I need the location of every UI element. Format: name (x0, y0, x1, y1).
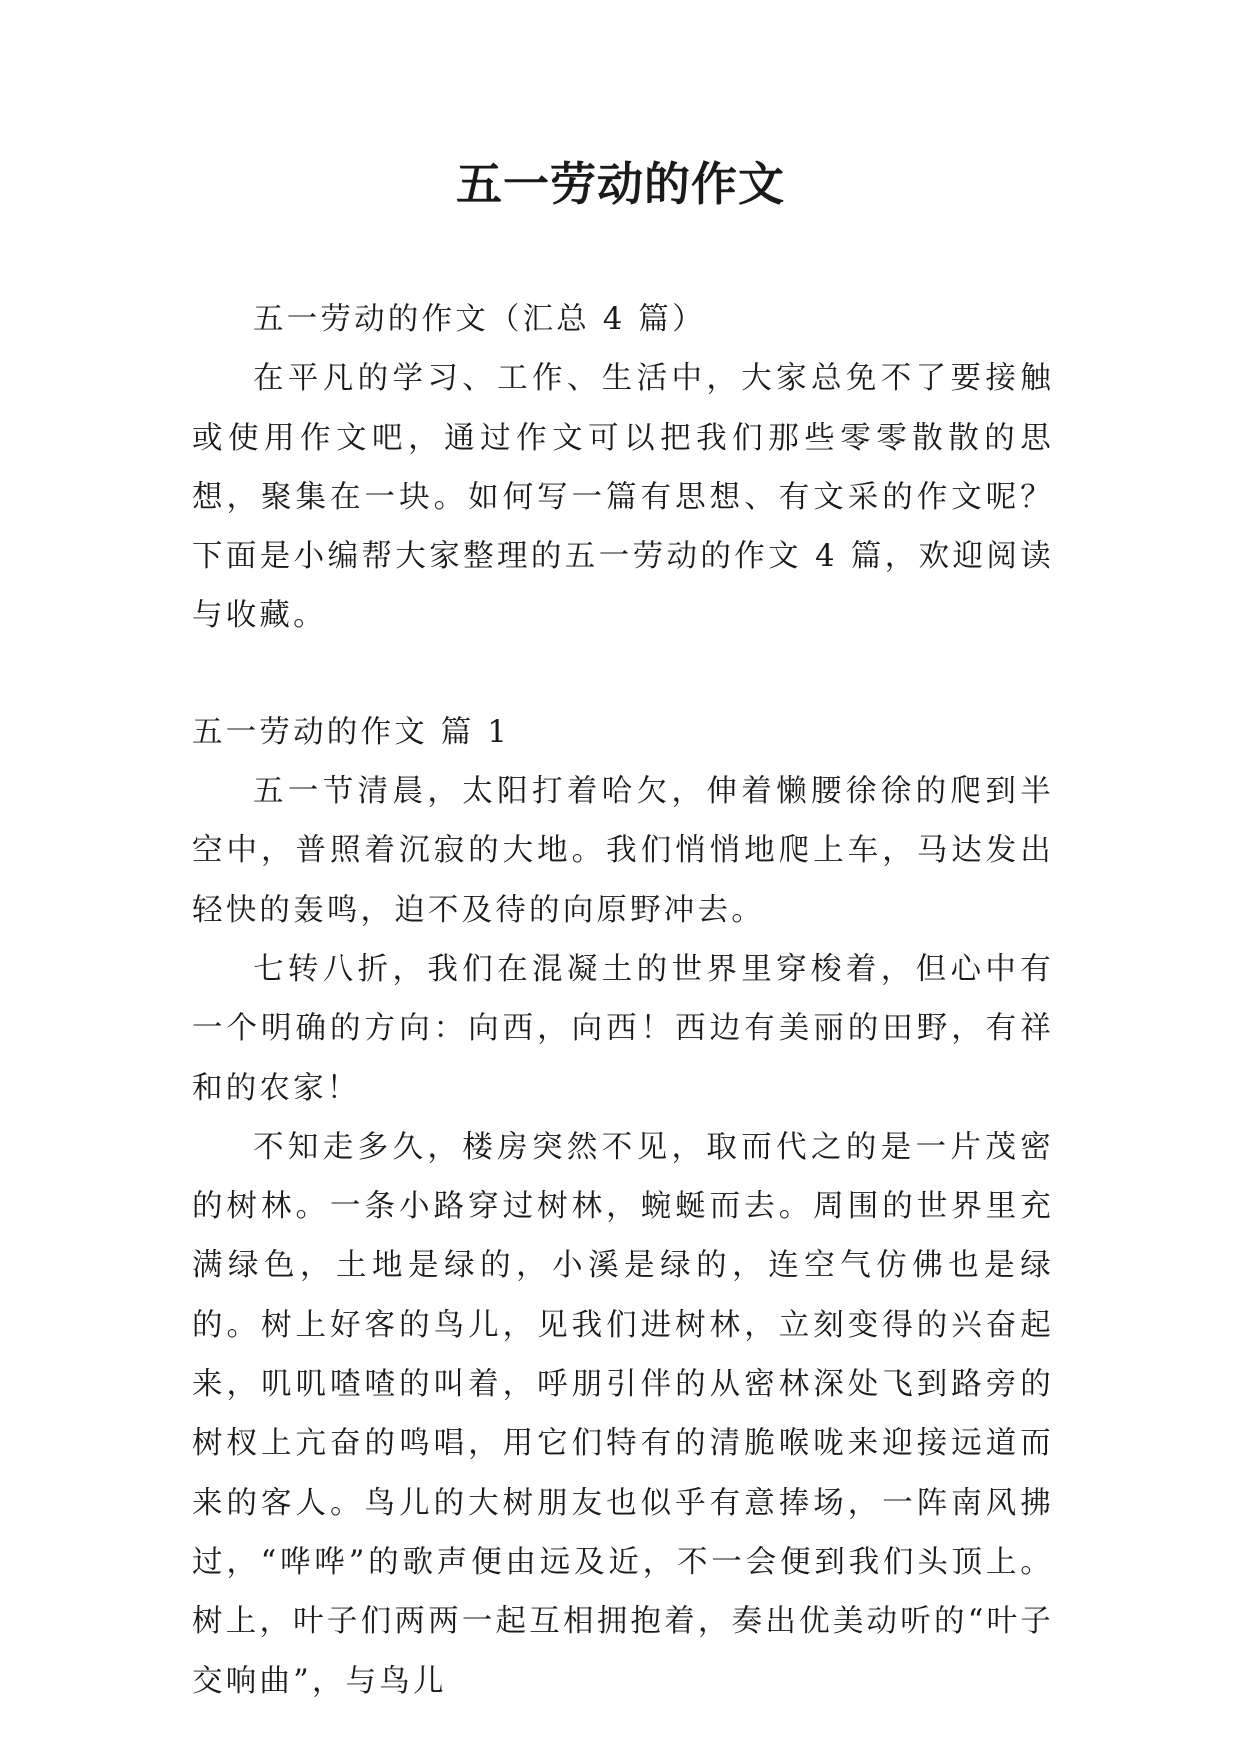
document-title: 五一劳动的作文 (456, 157, 785, 211)
document-body (192, 290, 1054, 1711)
body-paragraph: 不知走多久，楼房突然不见，取而代之的是一片茂密的树林。一条小路穿过树林，蜿蜒而去。周围的世界里充满绿色，土地是绿的，小溪是绿的，连空气仿佛也是绿的。树上好客的鸟儿，见我们进树林，立刻变得的兴奋起来，叽叽喳喳的叫着，呼朋引伴的从密林深处飞到路旁的树杈上亢奋的鸣唱，用它们特有的清脆喉咙来迎接远道而来的客人。鸟儿的大树朋友也似乎有意捧场，一阵南风拂过，“哗哗”的歌声便由远及近，不一会便到我们头顶上。树上，叶子们两两一起互相拥抱着，奏出优美动听的“叶子交响曲”，与鸟儿 (192, 1129, 1054, 1699)
intro-paragraph: 在平凡的学习、工作、生活中，大家总免不了要接触或使用作文吧，通过作文可以把我们那些零零散散的思想，聚集在一块。如何写一篇有思想、有文采的作文呢？下面是小编帮大家整理的五一劳动的作文 4 篇，欢迎阅读与收藏。 (192, 361, 1054, 634)
body-paragraph: 七转八折，我们在混凝土的世界里穿梭着，但心中有一个明确的方向：向西，向西！西边有美丽的田野，有祥和的农家！ (192, 951, 1054, 1106)
body-paragraph: 五一节清晨，太阳打着哈欠，伸着懒腰徐徐的爬到半空中，普照着沉寂的大地。我们悄悄地爬上车，马达发出轻快的轰鸣，迫不及待的向原野冲去。 (192, 774, 1054, 928)
document-subtitle: 五一劳动的作文（汇总 4 篇） (253, 302, 706, 337)
section-heading: 五一劳动的作文 篇 1 (192, 714, 510, 750)
